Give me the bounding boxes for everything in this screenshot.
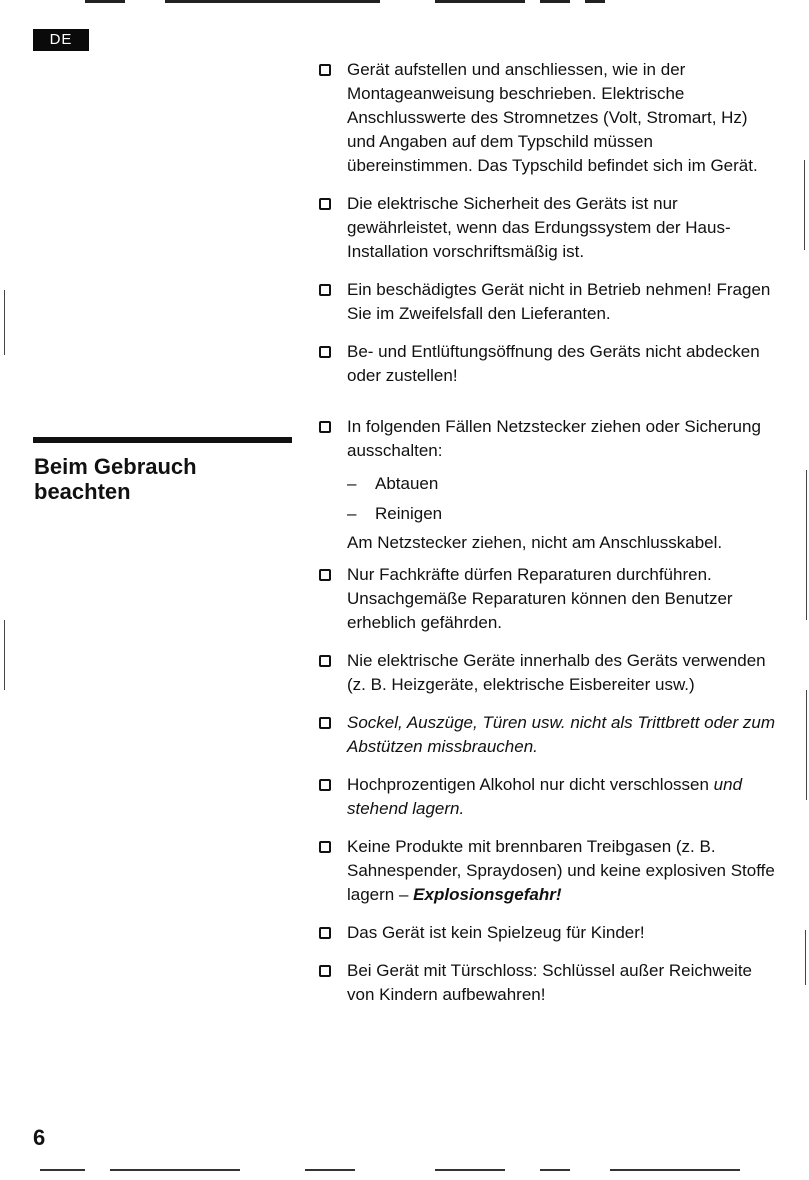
item-text: Bei Gerät mit Türschloss: Schlüssel außer Reichweite von Kindern aufbewahren! <box>347 961 753 1004</box>
list-item <box>316 649 776 697</box>
checkbox-bullet-icon <box>319 717 331 729</box>
item-text: Gerät aufstellen und anschliessen, wie in der Montageanweisung beschrieben. Elektrische Anschlusswerte des Stromnetzes (Volt, Stromart, Hz) und Angaben auf dem Typschild müssen übereinstimmen. Das Typschild befindet sich im Gerät. <box>347 60 758 175</box>
scan-edge-mark <box>805 930 806 985</box>
scan-edge-mark <box>806 690 807 800</box>
scan-edge-mark <box>4 290 5 355</box>
list-item <box>316 959 776 1007</box>
item-text: Das Gerät ist kein Spielzeug für Kinder! <box>347 923 645 942</box>
bottom-border <box>0 1169 809 1172</box>
checkbox-bullet-icon <box>319 569 331 581</box>
list-item <box>316 58 776 178</box>
item-text: Nur Fachkräfte dürfen Reparaturen durchführen. Unsachgemäße Reparaturen können den Benutzer erheblich gefährden. <box>347 565 733 632</box>
checkbox-bullet-icon <box>319 965 331 977</box>
checkbox-bullet-icon <box>319 346 331 358</box>
item-note: Am Netzstecker ziehen, nicht am Anschlusskabel. <box>347 533 723 552</box>
scan-edge-mark <box>4 620 5 690</box>
item-text-italic: und stehend lagern. <box>347 775 743 818</box>
item-text: Sockel, Auszüge, Türen usw. nicht als Trittbrett oder zum Abstützen missbrauchen. <box>347 713 776 756</box>
list-item <box>316 192 776 264</box>
item-text: In folgenden Fällen Netzstecker ziehen oder Sicherung ausschalten: <box>347 417 761 460</box>
checkbox-bullet-icon <box>319 927 331 939</box>
list-item <box>316 340 776 388</box>
list-item <box>316 835 776 907</box>
top-border <box>0 0 809 4</box>
scan-edge-mark <box>804 160 805 250</box>
item-text: Hochprozentigen Alkohol nur dicht verschlossen <box>347 775 709 794</box>
section-rule <box>33 437 292 443</box>
scan-edge-mark <box>806 470 807 620</box>
sub-list <box>347 469 776 529</box>
checkbox-bullet-icon <box>319 64 331 76</box>
item-text: Be- und Entlüftungsöffnung des Geräts nicht abdecken oder zustellen! <box>347 342 760 385</box>
list-item <box>316 711 776 759</box>
item-text: Die elektrische Sicherheit des Geräts ist nur gewährleistet, wenn das Erdungssystem der Haus-Installation vorschriftsmäßig ist. <box>347 194 731 261</box>
checkbox-bullet-icon <box>319 421 331 433</box>
explosion-warning: Explosionsgefahr! <box>413 885 562 904</box>
list-item <box>316 921 776 945</box>
checkbox-bullet-icon <box>319 841 331 853</box>
instruction-list <box>316 58 776 1007</box>
list-item <box>316 563 776 635</box>
checkbox-bullet-icon <box>319 779 331 791</box>
item-text: Nie elektrische Geräte innerhalb des Geräts verwenden (z. B. Heizgeräte, elektrische Eisbereiter usw.) <box>347 651 766 694</box>
dash-icon: – <box>347 474 357 493</box>
sub-list-item: – Abtauen <box>347 469 776 499</box>
list-item <box>316 773 776 821</box>
page-number: 6 <box>33 1125 46 1150</box>
section-heading: Beim Gebrauch beachten <box>34 454 197 504</box>
checkbox-bullet-icon <box>319 198 331 210</box>
list-item <box>316 278 776 326</box>
sub-list-item: – Reinigen <box>347 499 776 529</box>
list-item <box>316 415 776 555</box>
dash-icon: – <box>347 504 357 523</box>
checkbox-bullet-icon <box>319 284 331 296</box>
checkbox-bullet-icon <box>319 655 331 667</box>
item-text: Keine Produkte mit brennbaren Treibgasen (z. B. Sahnespender, Spraydosen) und keine explosiven Stoffe lagern – <box>347 837 775 904</box>
item-text: Ein beschädigtes Gerät nicht in Betrieb nehmen! Fragen Sie im Zweifelsfall den Lieferanten. <box>347 280 771 323</box>
language-badge: DE <box>33 29 89 51</box>
